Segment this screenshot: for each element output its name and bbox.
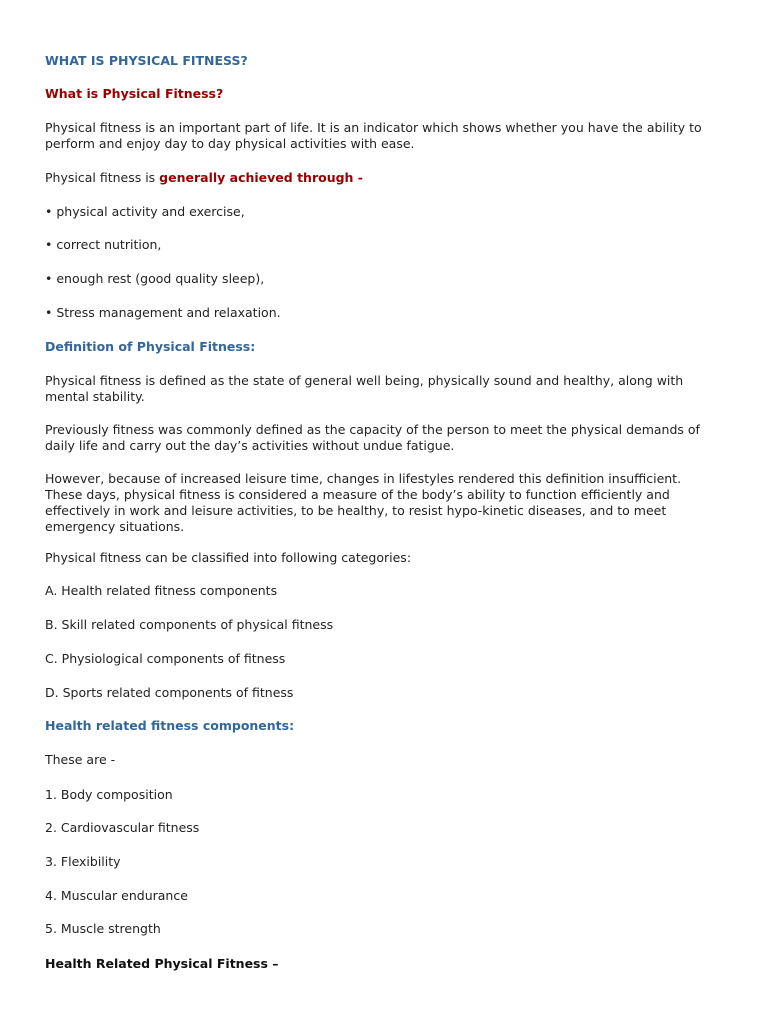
main-title: WHAT IS PHYSICAL FITNESS? — [45, 53, 248, 68]
achieved-prefix: Physical fitness is — [45, 170, 160, 185]
bullet-item: • enough rest (good quality sleep), — [45, 271, 265, 286]
intro-paragraph: Physical fitness is an important part of life. It is an indicator which shows whether you have the ability to perform and enjoy day to day physical activities with ease. — [45, 120, 702, 151]
health-item: 1. Body composition — [45, 787, 173, 802]
these-are-label: These are - — [45, 752, 116, 767]
definition-paragraph: Previously fitness was commonly defined as the capacity of the person to meet the physical demands of daily life and carry out the day’s activities without undue fatigue. — [45, 422, 700, 453]
bullet-item: • Stress management and relaxation. — [45, 305, 281, 320]
definition-paragraph: However, because of increased leisure time, changes in lifestyles rendered this definition insufficient. These days, physical fitness is considered a measure of the body’s ability to function efficiently and effectively in work and leisure activities, to be healthy, to resist hypo-kinetic diseases, and to meet emergency situations. — [45, 471, 682, 534]
category-item: A. Health related fitness components — [45, 583, 278, 598]
health-item: 5. Muscle strength — [45, 921, 161, 936]
health-heading: Health related fitness components: — [45, 718, 295, 733]
health-item: 2. Cardiovascular fitness — [45, 820, 200, 835]
achieved-line — [45, 170, 712, 186]
bullet-item: • correct nutrition, — [45, 237, 162, 252]
definition-heading: Definition of Physical Fitness: — [45, 339, 256, 354]
definition-paragraph: Physical fitness is defined as the state of general well being, physically sound and healthy, along with mental stability. — [45, 373, 684, 404]
category-item: B. Skill related components of physical fitness — [45, 617, 334, 632]
final-heading: Health Related Physical Fitness – — [45, 956, 279, 971]
category-item: C. Physiological components of fitness — [45, 651, 286, 666]
bullet-item: • physical activity and exercise, — [45, 204, 245, 219]
sub-title: What is Physical Fitness? — [45, 86, 224, 101]
health-item: 3. Flexibility — [45, 854, 121, 869]
health-item: 4. Muscular endurance — [45, 888, 188, 903]
categories-intro: Physical fitness can be classified into following categories: — [45, 550, 412, 565]
category-item: D. Sports related components of fitness — [45, 685, 294, 700]
achieved-emphasis: generally achieved through - — [159, 170, 363, 185]
